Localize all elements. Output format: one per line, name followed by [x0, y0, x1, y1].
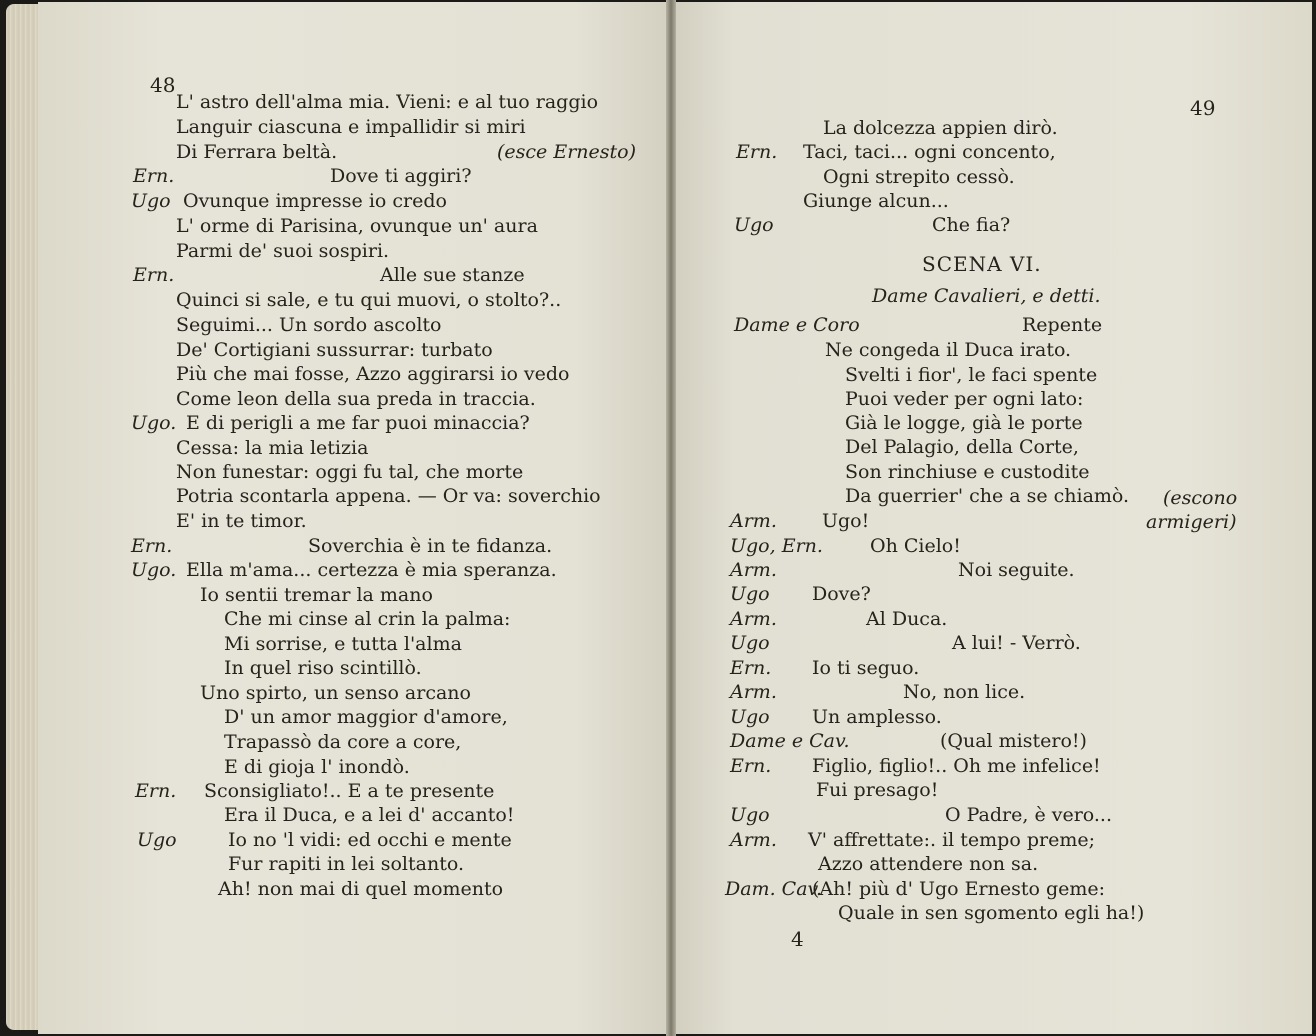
speaker-label: Ugo	[137, 829, 177, 851]
speaker-label: Ern.	[135, 780, 177, 802]
speaker-label: Arm.	[730, 829, 777, 851]
verse-line: Trapassò da core a core,	[224, 731, 462, 753]
speaker-label: Ugo	[730, 632, 770, 654]
verse-line: Che fia?	[932, 214, 1011, 236]
stage-direction: (escono	[1163, 487, 1238, 509]
verse-line: Che mi cinse al crin la palma:	[224, 608, 511, 630]
verse-line: La dolcezza appien dirò.	[823, 117, 1058, 139]
page-number-right: 49	[1190, 96, 1216, 120]
verse-line: Io no 'l vidi: ed occhi e mente	[228, 829, 512, 851]
verse-line: Uno spirto, un senso arcano	[200, 682, 471, 704]
verse-line: Oh Cielo!	[870, 535, 961, 557]
speaker-label: Ugo.	[131, 559, 177, 581]
speaker-label: Ern.	[730, 755, 772, 777]
verse-line: Giunge alcun...	[803, 190, 949, 212]
speaker-label: Ugo	[730, 804, 770, 826]
verse-line: A lui! - Verrò.	[952, 632, 1081, 654]
verse-line: Azzo attendere non sa.	[818, 853, 1039, 875]
verse-line: Potria scontarla appena. — Or va: soverchio	[176, 485, 601, 507]
verse-line: Del Palagio, della Corte,	[845, 436, 1079, 458]
verse-line: Son rinchiuse e custodite	[845, 461, 1090, 483]
verse-line: Svelti i fior', le faci spente	[845, 364, 1098, 386]
speaker-label: Ugo	[734, 214, 774, 236]
verse-line: Al Duca.	[866, 608, 948, 630]
stage-direction: (esce Ernesto)	[497, 141, 637, 163]
verse-line: L' astro dell'alma mia. Vieni: e al tuo raggio	[176, 91, 599, 113]
verse-line: L' orme di Parisina, ovunque un' aura	[176, 215, 538, 237]
verse-line: O Padre, è vero...	[945, 804, 1113, 826]
book-gutter	[666, 0, 676, 1036]
verse-line: Ugo!	[822, 510, 870, 532]
scene-characters: Dame Cavalieri, e detti.	[872, 285, 1101, 307]
speaker-label: Dame e Cav.	[730, 730, 850, 752]
verse-line: Più che mai fosse, Azzo aggirarsi io vedo	[176, 363, 570, 385]
verse-line: Cessa: la mia letizia	[176, 437, 369, 459]
verse-line: No, non lice.	[903, 681, 1026, 703]
speaker-label: Arm.	[730, 608, 777, 630]
verse-line: E' in te timor.	[176, 510, 307, 532]
speaker-label: Ugo	[131, 190, 171, 212]
speaker-label: Ugo.	[131, 412, 177, 434]
verse-line: Quale in sen sgomento egli ha!)	[838, 902, 1145, 924]
verse-line: Soverchia è in te fidanza.	[308, 535, 553, 557]
verse-line: Seguimi... Un sordo ascolto	[176, 314, 442, 336]
speaker-label: Ern.	[736, 141, 778, 163]
verse-line: In quel riso scintillò.	[224, 657, 422, 679]
verse-line: Era il Duca, e a lei d' accanto!	[224, 804, 515, 826]
speaker-label: Ern.	[131, 535, 173, 557]
verse-line: Dove?	[812, 583, 871, 605]
speaker-label: Arm.	[730, 559, 777, 581]
verse-line: Io ti seguo.	[812, 657, 920, 679]
verse-line: Figlio, figlio!.. Oh me infelice!	[812, 755, 1101, 777]
speaker-label: Arm.	[730, 681, 777, 703]
page-number-left: 48	[150, 73, 176, 97]
verse-line: Fui presago!	[816, 779, 939, 801]
stage-direction: armigeri)	[1146, 511, 1237, 533]
verse-line: Alle sue stanze	[380, 264, 525, 286]
verse-line: Un amplesso.	[812, 706, 942, 728]
verse-line: Quinci si sale, e tu qui muovi, o stolto?..	[176, 289, 562, 311]
verse-line: D' un amor maggior d'amore,	[224, 706, 508, 728]
verse-line: Ella m'ama... certezza è mia speranza.	[186, 559, 557, 581]
verse-line: Già le logge, già le porte	[845, 412, 1083, 434]
verse-line: Repente	[1022, 314, 1103, 336]
verse-line: Da guerrier' che a se chiamò.	[845, 485, 1130, 507]
verse-line: (Qual mistero!)	[940, 730, 1087, 752]
verse-line: Dove ti aggiri?	[330, 165, 472, 187]
verse-line: Ah! non mai di quel momento	[218, 878, 504, 900]
verse-line: Sconsigliato!.. E a te presente	[204, 780, 495, 802]
speaker-label: Ugo	[730, 706, 770, 728]
verse-line: Taci, taci... ogni concento,	[803, 141, 1056, 163]
verse-line: Noi seguite.	[958, 559, 1075, 581]
verse-line: Come leon della sua preda in traccia.	[176, 388, 536, 410]
verse-line: Fur rapiti in lei soltanto.	[228, 853, 464, 875]
verse-line: Ogni strepito cessò.	[823, 166, 1015, 188]
verse-line: V' affrettate:. il tempo preme;	[808, 829, 1095, 851]
signature-mark: 4	[791, 927, 804, 951]
speaker-label: Ugo	[730, 583, 770, 605]
speaker-label: Dam. Cav.	[725, 878, 823, 900]
verse-line: E di perigli a me far puoi minaccia?	[186, 412, 530, 434]
speaker-label: Dame e Coro	[734, 314, 860, 336]
verse-line: De' Cortigiani sussurrar: turbato	[176, 339, 493, 361]
verse-line: Parmi de' suoi sospiri.	[176, 240, 390, 262]
verse-line: (Ah! più d' Ugo Ernesto geme:	[812, 878, 1106, 900]
verse-line: Di Ferrara beltà.	[176, 141, 338, 163]
speaker-label: Ern.	[133, 165, 175, 187]
speaker-label: Arm.	[730, 510, 777, 532]
scene-heading: SCENA VI.	[922, 252, 1042, 276]
verse-line: Mi sorrise, e tutta l'alma	[224, 633, 462, 655]
speaker-label: Ugo, Ern.	[730, 535, 823, 557]
verse-line: Languir ciascuna e impallidir si miri	[176, 116, 526, 138]
speaker-label: Ern.	[730, 657, 772, 679]
verse-line: Ovunque impresse io credo	[183, 190, 447, 212]
verse-line: Io sentii tremar la mano	[200, 584, 433, 606]
speaker-label: Ern.	[133, 264, 175, 286]
verse-line: Ne congeda il Duca irato.	[825, 339, 1072, 361]
verse-line: Puoi veder per ogni lato:	[845, 388, 1084, 410]
verse-line: E di gioja l' inondò.	[224, 756, 410, 778]
verse-line: Non funestar: oggi fu tal, che morte	[176, 461, 524, 483]
